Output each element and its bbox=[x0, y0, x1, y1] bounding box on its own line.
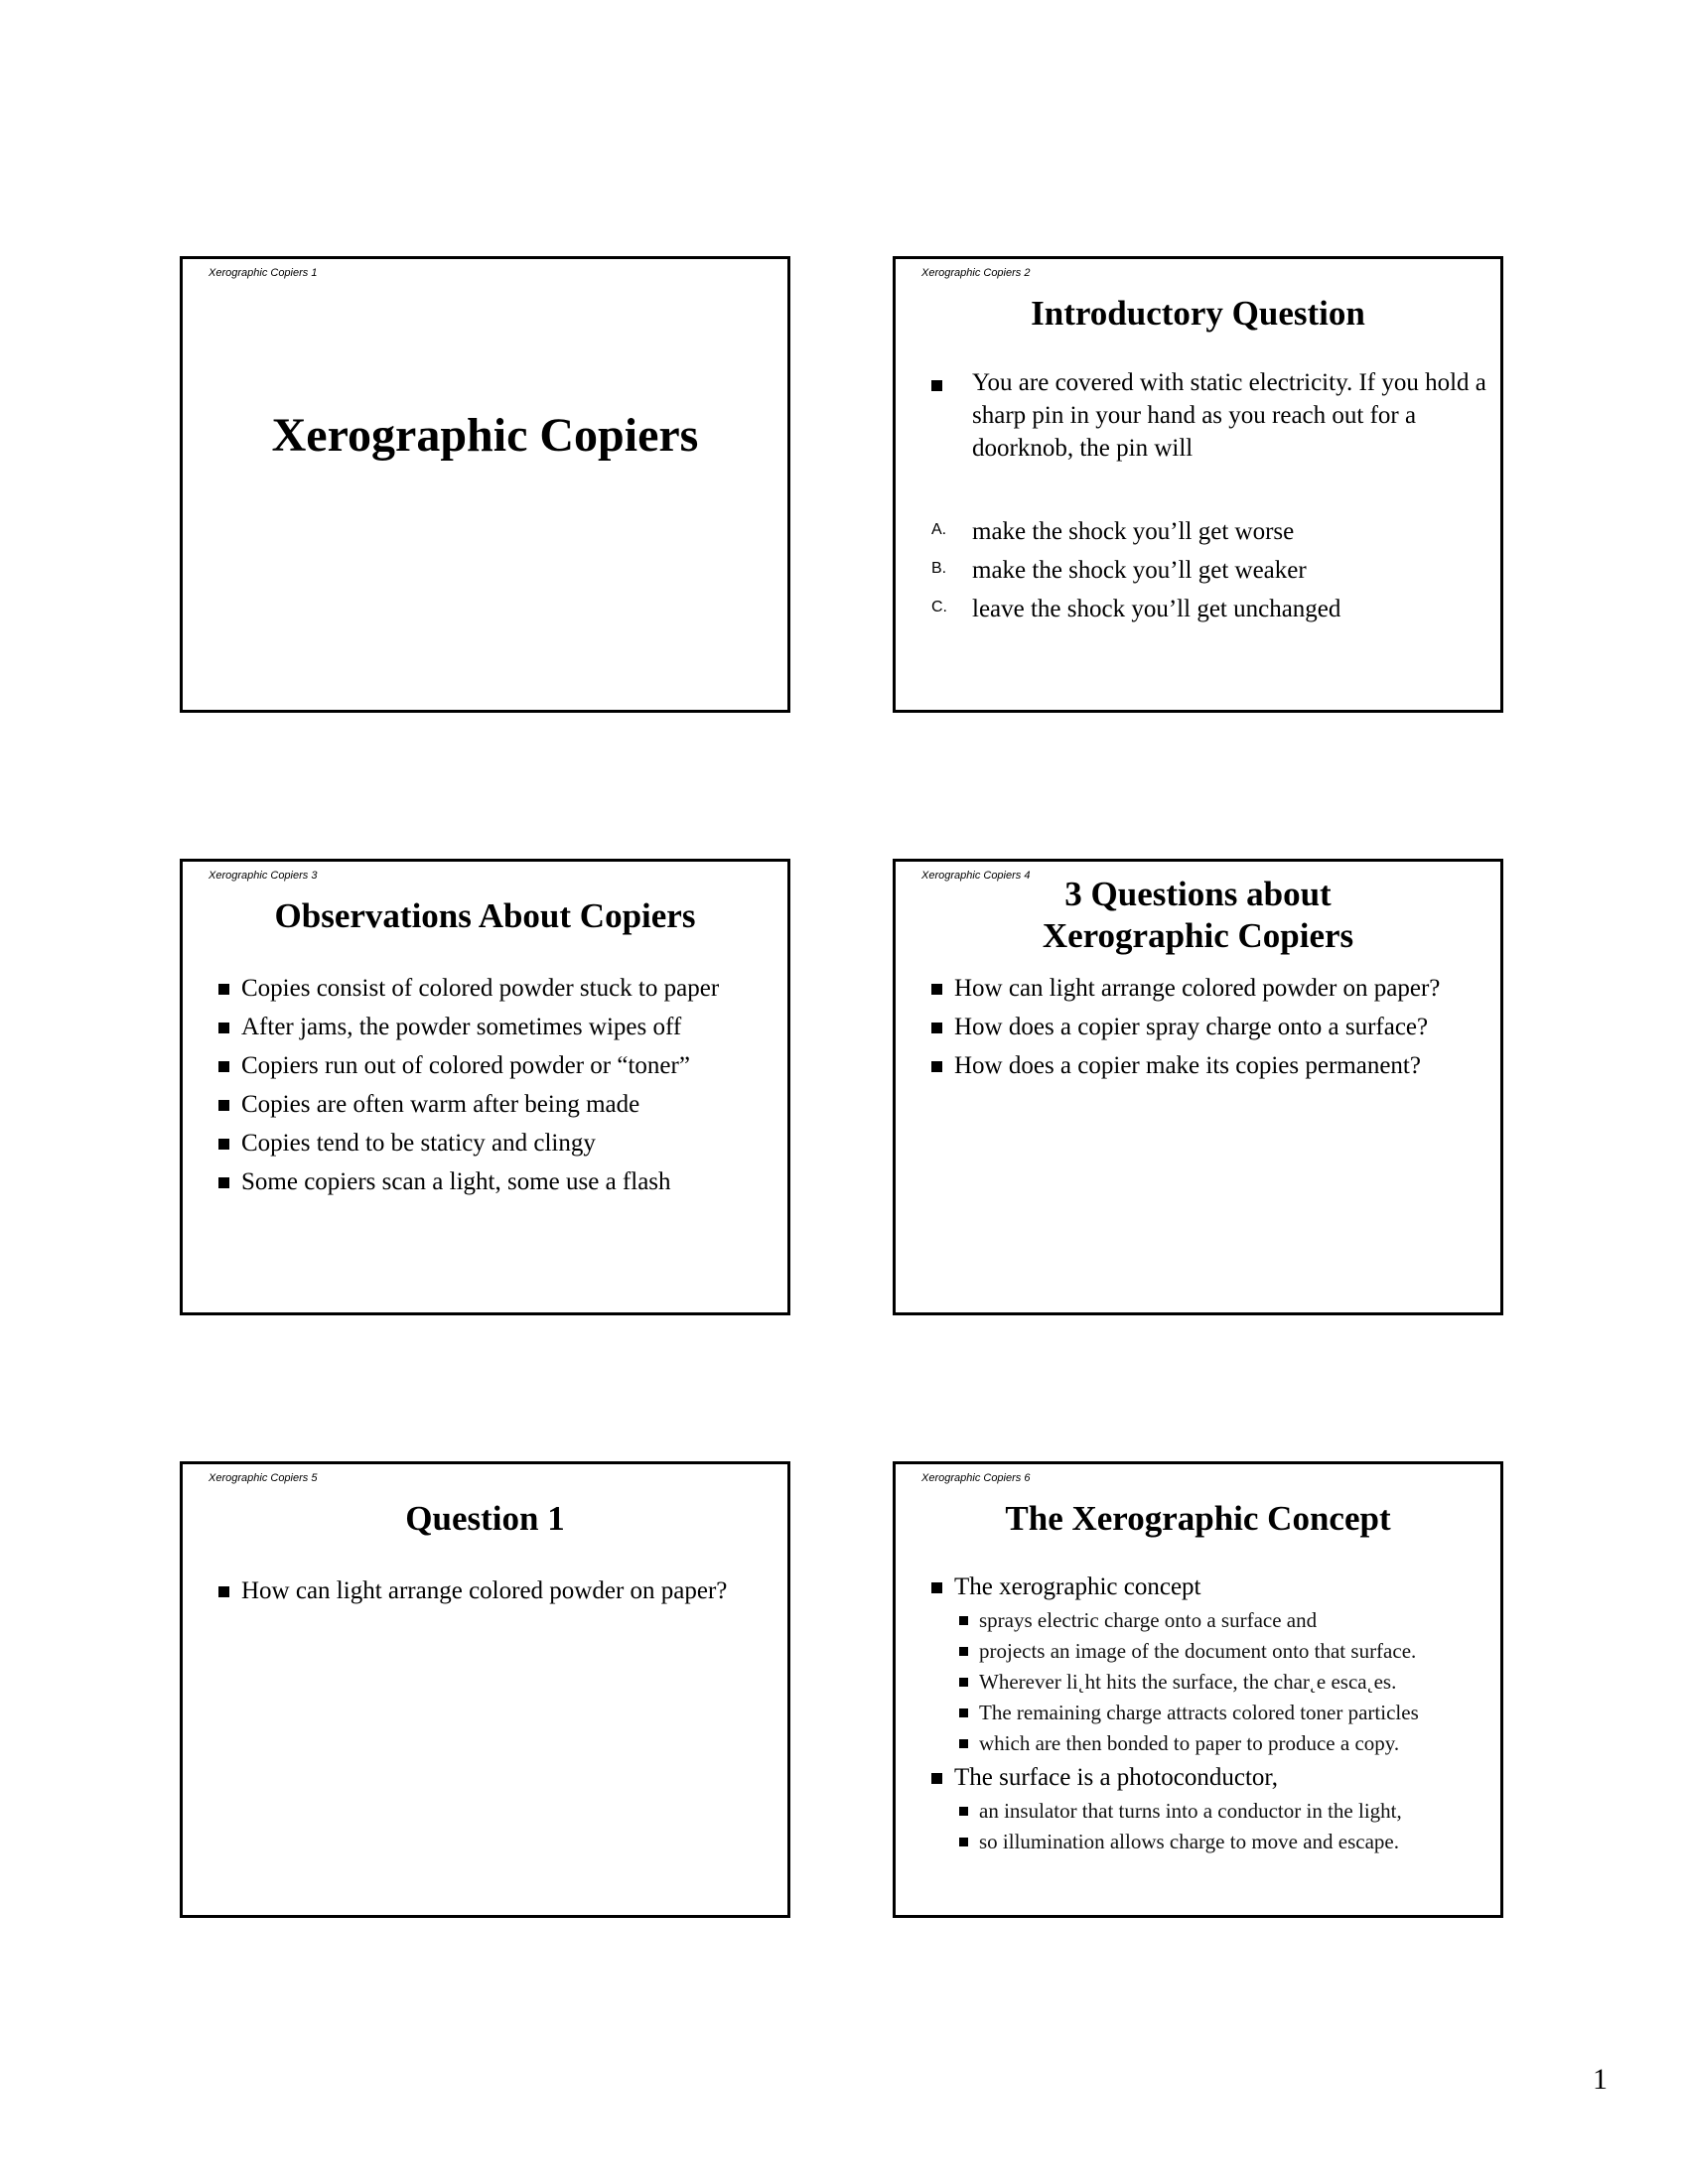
sub-list-item: projects an image of the document onto that surface. bbox=[959, 1636, 1419, 1667]
slide-title: Xerographic Copiers bbox=[271, 409, 699, 462]
bullet-list bbox=[931, 1569, 1419, 1857]
question-item bbox=[931, 366, 1487, 465]
slide-title-line-1: 3 Questions about bbox=[1064, 875, 1332, 913]
slide-6 bbox=[893, 1461, 1503, 1918]
slide-header: Xerographic Copiers 5 bbox=[209, 1472, 318, 1484]
slide-1 bbox=[180, 256, 790, 713]
list-item: How can light arrange colored powder on paper? bbox=[218, 1571, 727, 1610]
list-item: How can light arrange colored powder on paper? bbox=[931, 969, 1440, 1008]
option-letter: A. bbox=[931, 521, 947, 538]
option-letter: C. bbox=[931, 599, 947, 615]
sub-list-item: so illumination allows charge to move and escape. bbox=[959, 1827, 1419, 1857]
bullet-list bbox=[218, 1571, 727, 1610]
slide-4 bbox=[893, 859, 1503, 1315]
slide-5 bbox=[180, 1461, 790, 1918]
option-text: leave the shock you’ll get unchanged bbox=[972, 596, 1341, 622]
list-item: Copiers run out of colored powder or “toner” bbox=[218, 1046, 719, 1085]
slide-header: Xerographic Copiers 2 bbox=[921, 267, 1031, 279]
slide-title: Observations About Copiers bbox=[274, 896, 696, 935]
slide-header: Xerographic Copiers 1 bbox=[209, 267, 318, 279]
slide-header: Xerographic Copiers 6 bbox=[921, 1472, 1031, 1484]
slide-title: Question 1 bbox=[405, 1499, 565, 1538]
slide-header: Xerographic Copiers 4 bbox=[921, 870, 1031, 882]
sub-list-item: The remaining charge attracts colored toner particles bbox=[959, 1698, 1419, 1728]
list-item bbox=[931, 1759, 1419, 1857]
bullet-list bbox=[931, 969, 1440, 1085]
sub-list-item: an insulator that turns into a conductor in the light, bbox=[959, 1796, 1419, 1827]
slide-title: The Xerographic Concept bbox=[1005, 1499, 1391, 1538]
list-item: After jams, the powder sometimes wipes off bbox=[218, 1008, 719, 1046]
slide-header: Xerographic Copiers 3 bbox=[209, 870, 318, 882]
sub-bullet-list bbox=[959, 1605, 1419, 1759]
list-item: Some copiers scan a light, some use a flash bbox=[218, 1162, 719, 1201]
sub-bullet-list bbox=[959, 1796, 1419, 1857]
slide-3 bbox=[180, 859, 790, 1315]
slide-2 bbox=[893, 256, 1503, 713]
slide-title: Introductory Question bbox=[1031, 294, 1365, 333]
list-item-text: The xerographic concept bbox=[954, 1573, 1201, 1600]
list-item: How does a copier make its copies permanent? bbox=[931, 1046, 1440, 1085]
list-item: Copies are often warm after being made bbox=[218, 1085, 719, 1124]
sub-list-item: which are then bonded to paper to produce a copy. bbox=[959, 1728, 1419, 1759]
list-item bbox=[931, 1569, 1419, 1759]
option-text: make the shock you’ll get worse bbox=[972, 518, 1295, 545]
slide-title-line-2: Xerographic Copiers bbox=[1042, 916, 1354, 955]
bullet-square-icon bbox=[931, 380, 942, 391]
question-text: You are covered with static electricity. If you hold a sharp pin in your hand as you reach out for a doorknob, the pin will bbox=[972, 369, 1486, 462]
option-letter: B. bbox=[931, 560, 947, 577]
sub-list-item: sprays electric charge onto a surface and bbox=[959, 1605, 1419, 1636]
list-item-text: The surface is a photoconductor, bbox=[954, 1764, 1278, 1791]
list-item: Copies tend to be staticy and clingy bbox=[218, 1124, 719, 1162]
sub-list-item: Wherever li˛ht hits the surface, the char˛e esca˛es. bbox=[959, 1667, 1419, 1698]
list-item: Copies consist of colored powder stuck to paper bbox=[218, 969, 719, 1008]
page-number: 1 bbox=[1593, 2063, 1608, 2096]
bullet-list bbox=[218, 969, 719, 1201]
option-text: make the shock you’ll get weaker bbox=[972, 557, 1307, 584]
list-item: How does a copier spray charge onto a surface? bbox=[931, 1008, 1440, 1046]
